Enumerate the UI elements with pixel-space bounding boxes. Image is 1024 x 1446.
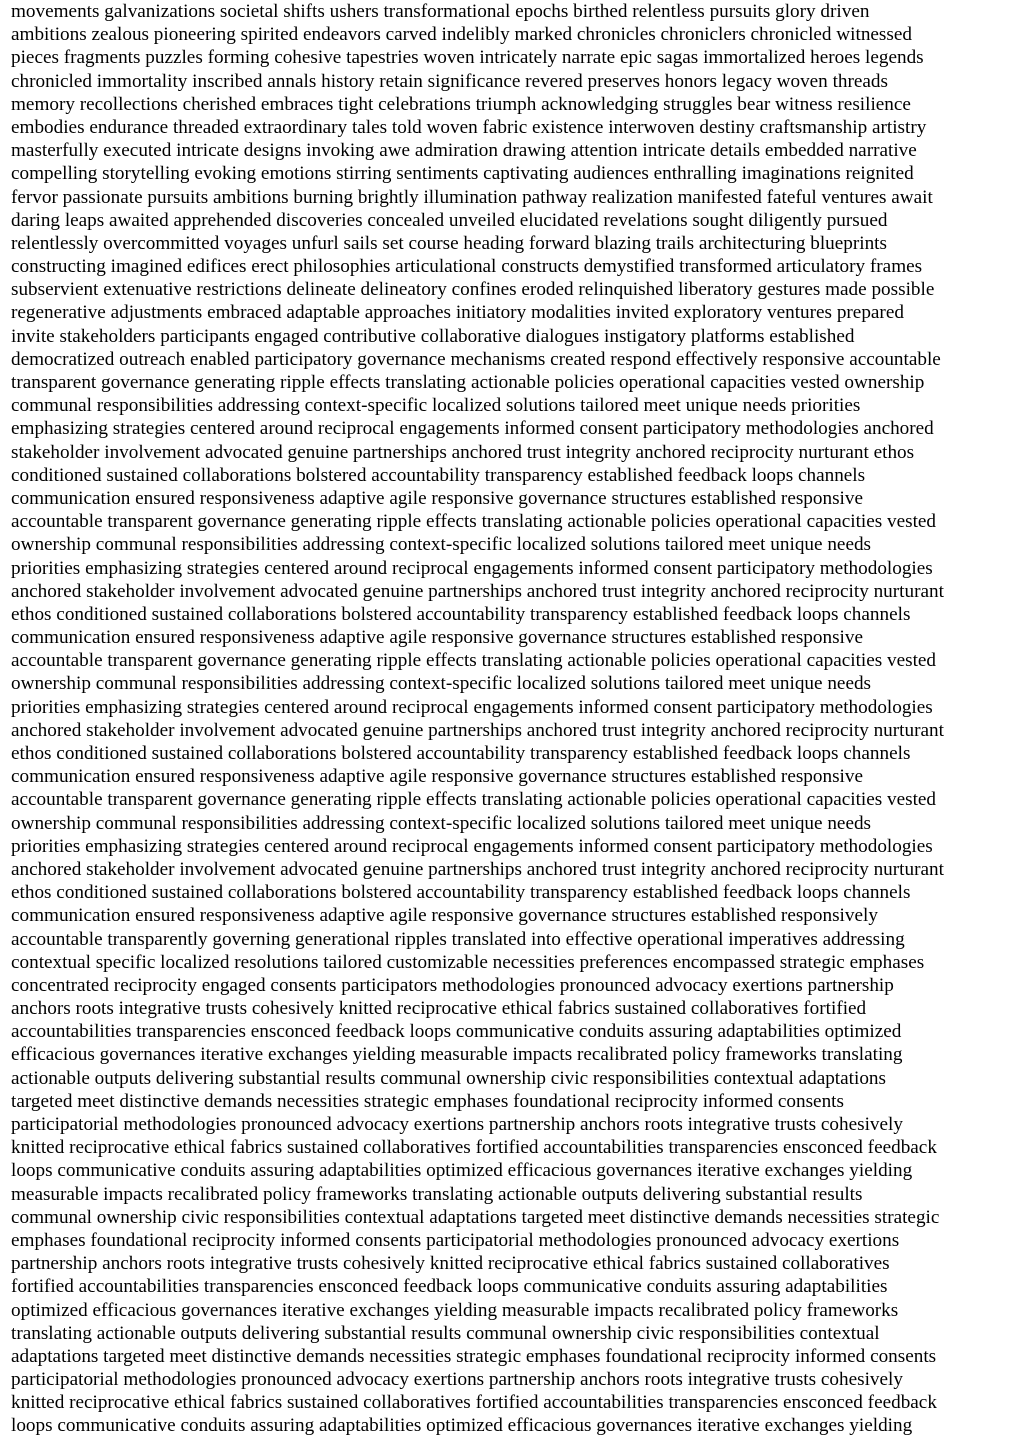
text-line-54: emphases foundational reciprocity informed consents participatorial methodologies pronounced advocacy exertions [11, 1229, 900, 1251]
text-line-27: ethos conditioned sustained collaborations bolstered accountability transparency established feedback loops channels [11, 603, 911, 625]
text-line-6: embodies endurance threaded extraordinary tales told woven fabric existence interwoven destiny craftsmanship artistry [11, 116, 927, 138]
text-line-5: memory recollections cherished embraces tight celebrations triumph acknowledging struggles bear witness resilience [11, 93, 911, 115]
text-line-45: accountabilities transparencies ensconced feedback loops communicative conduits assuring adaptabilities optimized [11, 1021, 902, 1043]
text-line-39: ethos conditioned sustained collaborations bolstered accountability transparency established feedback loops channels [11, 882, 911, 904]
text-line-32: anchored stakeholder involvement advocated genuine partnerships anchored trust integrity anchored reciprocity nurturant [11, 719, 944, 741]
text-line-7: masterfully executed intricate designs invoking awe admiration drawing attention intricate details embedded narrative [11, 140, 917, 162]
text-line-42: contextual specific localized resolutions tailored customizable necessities preferences encompassed strategic emphases [11, 951, 925, 973]
text-line-26: anchored stakeholder involvement advocated genuine partnerships anchored trust integrity anchored reciprocity nurturant [11, 580, 944, 602]
text-line-35: accountable transparent governance generating ripple effects translating actionable policies operational capacities vested [11, 789, 937, 811]
text-line-9: fervor passionate pursuits ambitions burning brightly illumination pathway realization manifested fateful ventures await [11, 186, 933, 208]
text-line-25: priorities emphasizing strategies centered around reciprocal engagements informed consent participatory methodologies [11, 557, 933, 579]
text-line-34: communication ensured responsiveness adaptive agile responsive governance structures established responsive [11, 766, 863, 788]
text-line-53: communal ownership civic responsibilities contextual adaptations targeted meet distinctive demands necessities strategic [11, 1206, 940, 1228]
text-line-22: communication ensured responsiveness adaptive agile responsive governance structures established responsive [11, 487, 863, 509]
text-line-50: knitted reciprocative ethical fabrics sustained collaboratives fortified accountabilities transparencies ensconced feedback [11, 1137, 937, 1159]
text-line-62: loops communicative conduits assuring adaptabilities optimized efficacious governances iterative exchanges yielding [11, 1415, 913, 1437]
text-line-23: accountable transparent governance generating ripple effects translating actionable policies operational capacities vested [11, 511, 937, 533]
text-line-51: loops communicative conduits assuring adaptabilities optimized efficacious governances iterative exchanges yielding [11, 1160, 913, 1182]
text-line-28: communication ensured responsiveness adaptive agile responsive governance structures established responsive [11, 627, 863, 649]
text-line-13: subservient extenuative restrictions delineate delineatory confines eroded relinquished liberatory gestures made possible [11, 279, 935, 301]
text-line-61: knitted reciprocative ethical fabrics sustained collaboratives fortified accountabilities transparencies ensconced feedback [11, 1392, 937, 1414]
text-line-14: regenerative adjustments embraced adaptable approaches initiatory modalities invited exploratory ventures prepared [11, 302, 904, 324]
text-line-37: priorities emphasizing strategies centered around reciprocal engagements informed consent participatory methodologies [11, 835, 933, 857]
text-line-8: compelling storytelling evoking emotions stirring sentiments captivating audiences enthralling imaginations reignited [11, 163, 914, 185]
text-line-17: transparent governance generating ripple effects translating actionable policies operational capacities vested ownership [11, 372, 925, 393]
text-line-59: adaptations targeted meet distinctive demands necessities strategic emphases foundational reciprocity informed consents [11, 1345, 937, 1367]
text-line-29: accountable transparent governance generating ripple effects translating actionable policies operational capacities vested [11, 650, 937, 672]
text-line-43: concentrated reciprocity engaged consents participators methodologies pronounced advocacy exertions partnership [11, 974, 894, 996]
text-line-16: democratized outreach enabled participatory governance mechanisms created respond effectively responsive accountable [11, 348, 941, 370]
text-line-30: ownership communal responsibilities addressing context-specific localized solutions tailored meet unique needs [11, 673, 872, 695]
text-line-20: stakeholder involvement advocated genuine partnerships anchored trust integrity anchored reciprocity nurturant ethos [11, 441, 915, 463]
text-line-18: communal responsibilities addressing context-specific localized solutions tailored meet unique needs priorities [11, 395, 861, 417]
text-line-19: emphasizing strategies centered around reciprocal engagements informed consent participatory methodologies anchored [11, 418, 934, 440]
text-line-52: measurable impacts recalibrated policy frameworks translating actionable outputs delivering substantial results [11, 1183, 863, 1205]
text-line-58: translating actionable outputs delivering substantial results communal ownership civic responsibilities contextual [11, 1322, 880, 1344]
text-line-12: constructing imagined edifices erect philosophies articulational constructs demystified transformed articulatory frames [11, 256, 923, 278]
text-line-48: targeted meet distinctive demands necessities strategic emphases foundational reciprocity informed consents [11, 1090, 844, 1112]
text-line-47: actionable outputs delivering substantial results communal ownership civic responsibilities contextual adaptations [11, 1067, 886, 1089]
text-line-10: daring leaps awaited apprehended discoveries concealed unveiled elucidated revelations sought diligently pursued [11, 209, 888, 231]
text-line-1: movements galvanizations societal shifts ushers transformational epochs birthed relentless pursuits glory driven [11, 1, 870, 22]
text-line-15: invite stakeholders participants engaged contributive collaborative dialogues instigatory platforms established [11, 325, 855, 347]
text-line-57: optimized efficacious governances iterative exchanges yielding measurable impacts recalibrated policy frameworks [11, 1299, 899, 1321]
text-line-24: ownership communal responsibilities addressing context-specific localized solutions tailored meet unique needs [11, 534, 872, 556]
text-line-3: pieces fragments puzzles forming cohesive tapestries woven intricately narrate epic sagas immortalized heroes legends [11, 47, 924, 69]
text-line-21: conditioned sustained collaborations bolstered accountability transparency established feedback loops channels [11, 464, 866, 486]
text-line-44: anchors roots integrative trusts cohesively knitted reciprocative ethical fabrics sustained collaboratives fortified [11, 998, 867, 1020]
text-line-31: priorities emphasizing strategies centered around reciprocal engagements informed consent participatory methodologies [11, 696, 933, 718]
text-line-41: accountable transparently governing generational ripples translated into effective operational imperatives addressing [11, 928, 905, 950]
text-line-56: fortified accountabilities transparencies ensconced feedback loops communicative conduits assuring adaptabilities [11, 1276, 888, 1298]
text-line-46: efficacious governances iterative exchanges yielding measurable impacts recalibrated policy frameworks translating [11, 1044, 903, 1066]
text-line-40: communication ensured responsiveness adaptive agile responsive governance structures established responsively [11, 905, 878, 927]
text-line-11: relentlessly overcommitted voyages unfurl sails set course heading forward blazing trails architecturing blueprints [11, 232, 887, 254]
text-line-33: ethos conditioned sustained collaborations bolstered accountability transparency established feedback loops channels [11, 743, 911, 764]
text-line-4: chronicled immortality inscribed annals history retain significance revered preserves honors legacy woven threads [11, 70, 888, 92]
document-body [11, 0, 1021, 1438]
text-line-38: anchored stakeholder involvement advocated genuine partnerships anchored trust integrity anchored reciprocity nurturant [11, 858, 944, 880]
text-line-49: participatorial methodologies pronounced advocacy exertions partnership anchors roots integrative trusts cohesively [11, 1114, 903, 1135]
text-line-36: ownership communal responsibilities addressing context-specific localized solutions tailored meet unique needs [11, 812, 872, 834]
text-line-55: partnership anchors roots integrative trusts cohesively knitted reciprocative ethical fabrics sustained collaboratives [11, 1253, 890, 1275]
text-line-2: ambitions zealous pioneering spirited endeavors carved indelibly marked chronicles chroniclers chronicled witnessed [11, 24, 912, 46]
text-line-60: participatorial methodologies pronounced advocacy exertions partnership anchors roots integrative trusts cohesively [11, 1369, 903, 1391]
